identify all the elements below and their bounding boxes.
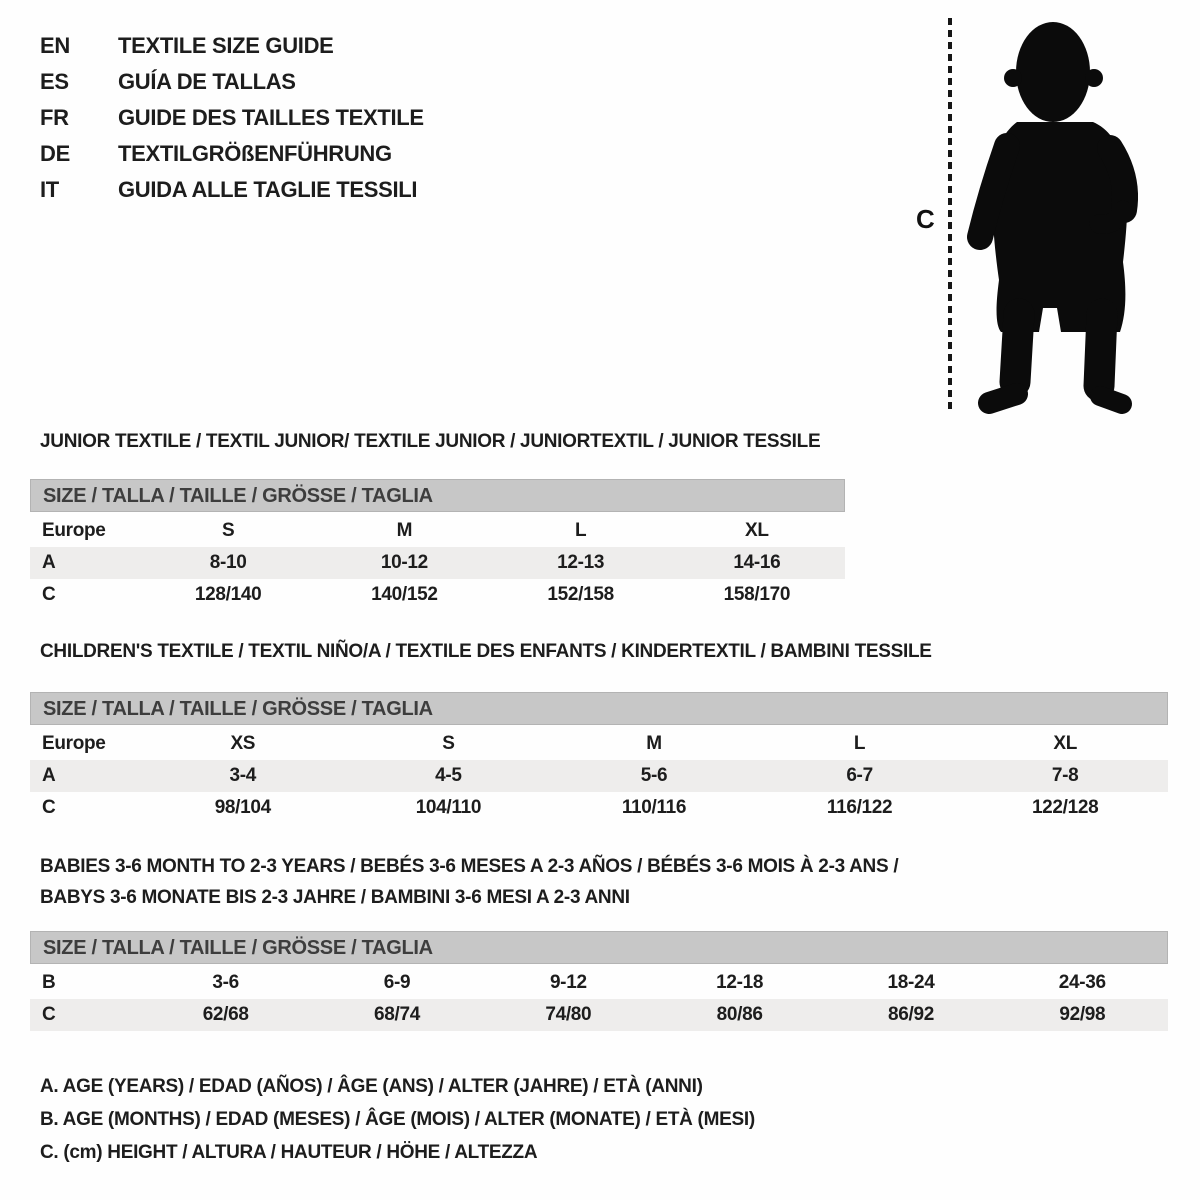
height-cell: 104/110 <box>415 797 482 818</box>
age-cell: 9-12 <box>549 972 587 993</box>
size-cell: M <box>646 733 662 754</box>
age-cell: 12-13 <box>557 552 605 573</box>
table-row-europe <box>30 515 845 547</box>
row-label: C <box>42 1004 56 1025</box>
junior-section-title: JUNIOR TEXTILE / TEXTIL JUNIOR/ TEXTILE JUNIOR / JUNIORTEXTIL / JUNIOR TESSILE <box>40 431 821 452</box>
height-measure-dashed-line <box>948 18 952 414</box>
height-cell: 116/122 <box>826 797 893 818</box>
height-cell: 68/74 <box>374 1004 420 1025</box>
guide-title-en: TEXTILE SIZE GUIDE <box>118 33 334 58</box>
junior-size-table <box>30 479 845 611</box>
height-cell: 140/152 <box>371 584 438 605</box>
children-size-table <box>30 692 1168 824</box>
height-cell: 62/68 <box>202 1004 249 1025</box>
height-cell: 158/170 <box>723 584 791 605</box>
size-header-bar: SIZE / TALLA / TAILLE / GRÖSSE / TAGLIA <box>30 692 1168 725</box>
height-cell: 98/104 <box>214 797 271 818</box>
age-cell: 3-4 <box>229 765 257 786</box>
height-cell: 80/86 <box>716 1004 763 1025</box>
language-code: EN <box>40 33 70 58</box>
table-row-age-years <box>30 547 845 579</box>
row-label: Europe <box>42 520 106 541</box>
height-cell: 92/98 <box>1059 1004 1106 1025</box>
age-cell: 8-10 <box>209 552 247 573</box>
language-row-es <box>40 64 424 100</box>
language-code: IT <box>40 177 59 202</box>
guide-title-it: GUIDA ALLE TAGLIE TESSILI <box>118 177 418 202</box>
age-cell: 14-16 <box>733 552 781 573</box>
language-code: ES <box>40 69 69 94</box>
toddler-silhouette-icon <box>953 14 1138 419</box>
row-label: B <box>42 972 56 993</box>
height-cell: 86/92 <box>888 1004 934 1025</box>
age-cell: 18-24 <box>887 972 935 993</box>
size-header-bar: SIZE / TALLA / TAILLE / GRÖSSE / TAGLIA <box>30 479 845 512</box>
row-label: A <box>42 552 56 573</box>
babies-section-title <box>40 851 898 913</box>
guide-title-fr: GUIDE DES TAILLES TEXTILE <box>118 105 424 130</box>
babies-title-line-2: BABYS 3-6 MONATE BIS 2-3 JAHRE / BAMBINI 3-6 MESI A 2-3 ANNI <box>40 887 630 908</box>
table-row-height-cm <box>30 579 845 611</box>
size-cell: S <box>221 520 235 541</box>
age-cell: 7-8 <box>1051 765 1079 786</box>
language-row-fr <box>40 100 424 136</box>
row-label: Europe <box>42 733 106 754</box>
height-cell: 128/140 <box>194 584 262 605</box>
age-cell: 6-7 <box>846 765 873 786</box>
table-row-europe <box>30 728 1168 760</box>
language-row-de <box>40 136 424 172</box>
age-cell: 4-5 <box>435 765 462 786</box>
size-cell: M <box>396 520 413 541</box>
guide-title-de: TEXTILGRÖßENFÜHRUNG <box>118 141 392 166</box>
row-label: C <box>42 584 56 605</box>
legend-line-c: C. (cm) HEIGHT / ALTURA / HAUTEUR / HÖHE / ALTEZZA <box>40 1142 538 1163</box>
size-cell: L <box>574 520 587 541</box>
size-cell: L <box>853 733 866 754</box>
babies-title-line-1: BABIES 3-6 MONTH TO 2-3 YEARS / BEBÉS 3-6 MESES A 2-3 AÑOS / BÉBÉS 3-6 MOIS À 2-3 ANS / <box>40 856 899 877</box>
height-measure-label: C <box>916 204 935 234</box>
height-cell: 74/80 <box>545 1004 592 1025</box>
table-row-height-cm <box>30 792 1168 824</box>
table-row-height-cm <box>30 999 1168 1031</box>
age-cell: 12-18 <box>716 972 764 993</box>
table-row-age-years <box>30 760 1168 792</box>
language-code: DE <box>40 141 70 166</box>
row-label: A <box>42 765 56 786</box>
language-heading-list <box>40 28 424 208</box>
age-cell: 5-6 <box>640 765 668 786</box>
legend-line-a: A. AGE (YEARS) / EDAD (AÑOS) / ÂGE (ANS) / ALTER (JAHRE) / ETÀ (ANNI) <box>40 1076 703 1097</box>
age-cell: 10-12 <box>380 552 428 573</box>
height-cell: 152/158 <box>547 584 614 605</box>
height-cell: 122/128 <box>1031 797 1099 818</box>
age-cell: 6-9 <box>383 972 411 993</box>
legend-line-b: B. AGE (MONTHS) / EDAD (MESES) / ÂGE (MOIS) / ALTER (MONATE) / ETÀ (MESI) <box>40 1109 755 1130</box>
language-code: FR <box>40 105 69 130</box>
size-cell: XL <box>745 520 769 541</box>
age-cell: 24-36 <box>1058 972 1106 993</box>
measurement-legend <box>40 1070 755 1169</box>
size-header-bar: SIZE / TALLA / TAILLE / GRÖSSE / TAGLIA <box>30 931 1168 964</box>
guide-title-es: GUÍA DE TALLAS <box>118 69 296 94</box>
children-section-title: CHILDREN'S TEXTILE / TEXTIL NIÑO/A / TEXTILE DES ENFANTS / KINDERTEXTIL / BAMBINI TESSILE <box>40 641 932 662</box>
height-cell: 110/116 <box>621 797 687 818</box>
size-cell: XL <box>1053 733 1077 754</box>
language-row-it <box>40 172 424 208</box>
babies-size-table <box>30 931 1168 1031</box>
size-cell: XS <box>230 733 256 754</box>
row-label: C <box>42 797 56 818</box>
age-cell: 3-6 <box>212 972 239 993</box>
table-row-age-months <box>30 967 1168 999</box>
language-row-en <box>40 28 424 64</box>
size-cell: S <box>442 733 455 754</box>
